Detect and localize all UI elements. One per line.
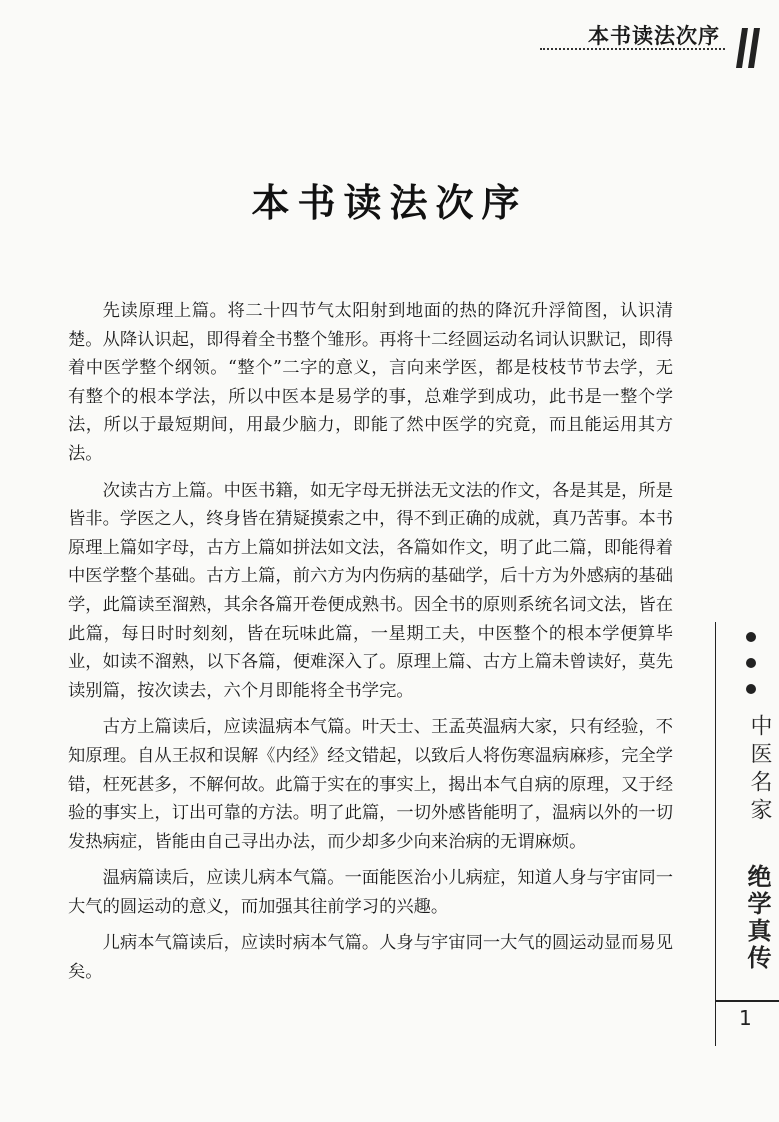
side-tab: [715, 622, 779, 1046]
paragraph: 古方上篇读后，应读温病本气篇。叶天士、王孟英温病大家，只有经验，不知原理。自从王叔和误解《内经》经文错起，以致后人将伤寒温病麻疹，完全学错，枉死甚多，不解何故。此篇于实在的事实上，揭出本气自病的原理，又于经验的事实上，订出可靠的方法。明了此篇，一切外感皆能明了，温病以外的一切发热病症，皆能由自己寻出办法，而少却多少向来治病的无谓麻烦。: [68, 717, 673, 852]
paragraph: 先读原理上篇。将二十四节气太阳射到地面的热的降沉升浮简图，认识清楚。从降认识起，即得着全书整个雏形。再将十二经圆运动名词认识默记，即得着中医学整个纲领。“整个”二字的意义，言向来学医，都是枝枝节节去学，无有整个的根本学法，所以中医本是易学的事，总难学到成功，此书是一整个学法，所以于最短期间，用最少脑力，即能了然中医学的究竟，而且能运用其方法。: [68, 301, 673, 464]
side-vertical-rule: [715, 622, 716, 1046]
paragraph: 儿病本气篇读后，应读时病本气篇。人身与宇宙同一大气的圆运动显而易见矣。: [68, 933, 673, 983]
running-header: [540, 18, 779, 58]
series-title-line2: 绝学真传: [743, 864, 772, 972]
header-dotted-rule: [540, 48, 725, 50]
header-slash-marks: [728, 28, 768, 68]
series-title-line1: 中医名家: [747, 714, 772, 826]
running-header-title: 本书读法次序: [588, 24, 720, 48]
paragraph: 次读古方上篇。中医书籍，如无字母无拼法无文法的作文，各是其是，所是皆非。学医之人，终身皆在猜疑摸索之中，得不到正确的成就，真乃苦事。本书原理上篇如字母，古方上篇如拼法如文法，各篇如作文，明了此二篇，即能得着中医学整个基础。古方上篇，前六方为内伤病的基础学，后十方为外感病的基础学，此篇读至溜熟，其余各篇开卷便成熟书。因全书的原则系统名词文法，皆在此篇，每日时时刻刻，皆在玩味此篇，一星期工夫，中医整个的根本学便算毕业，如读不溜熟，以下各篇，便难深入了。原理上篇、古方上篇未曾读好，莫先读别篇，按次读去，六个月即能将全书学完。: [68, 480, 673, 701]
bullet-dot-icon: [746, 658, 756, 668]
body-text: [68, 297, 673, 995]
paragraph: 温病篇读后，应读儿病本气篇。一面能医治小儿病症，知道人身与宇宙同一大气的圆运动的意义，而加强其往前学习的兴趣。: [68, 868, 673, 917]
page-number: 1: [739, 1006, 752, 1030]
side-horizontal-rule: [715, 1000, 779, 1002]
bullet-dot-icon: [746, 632, 756, 642]
page-title: 本书读法次序: [251, 181, 528, 225]
bullet-dot-icon: [746, 684, 756, 694]
